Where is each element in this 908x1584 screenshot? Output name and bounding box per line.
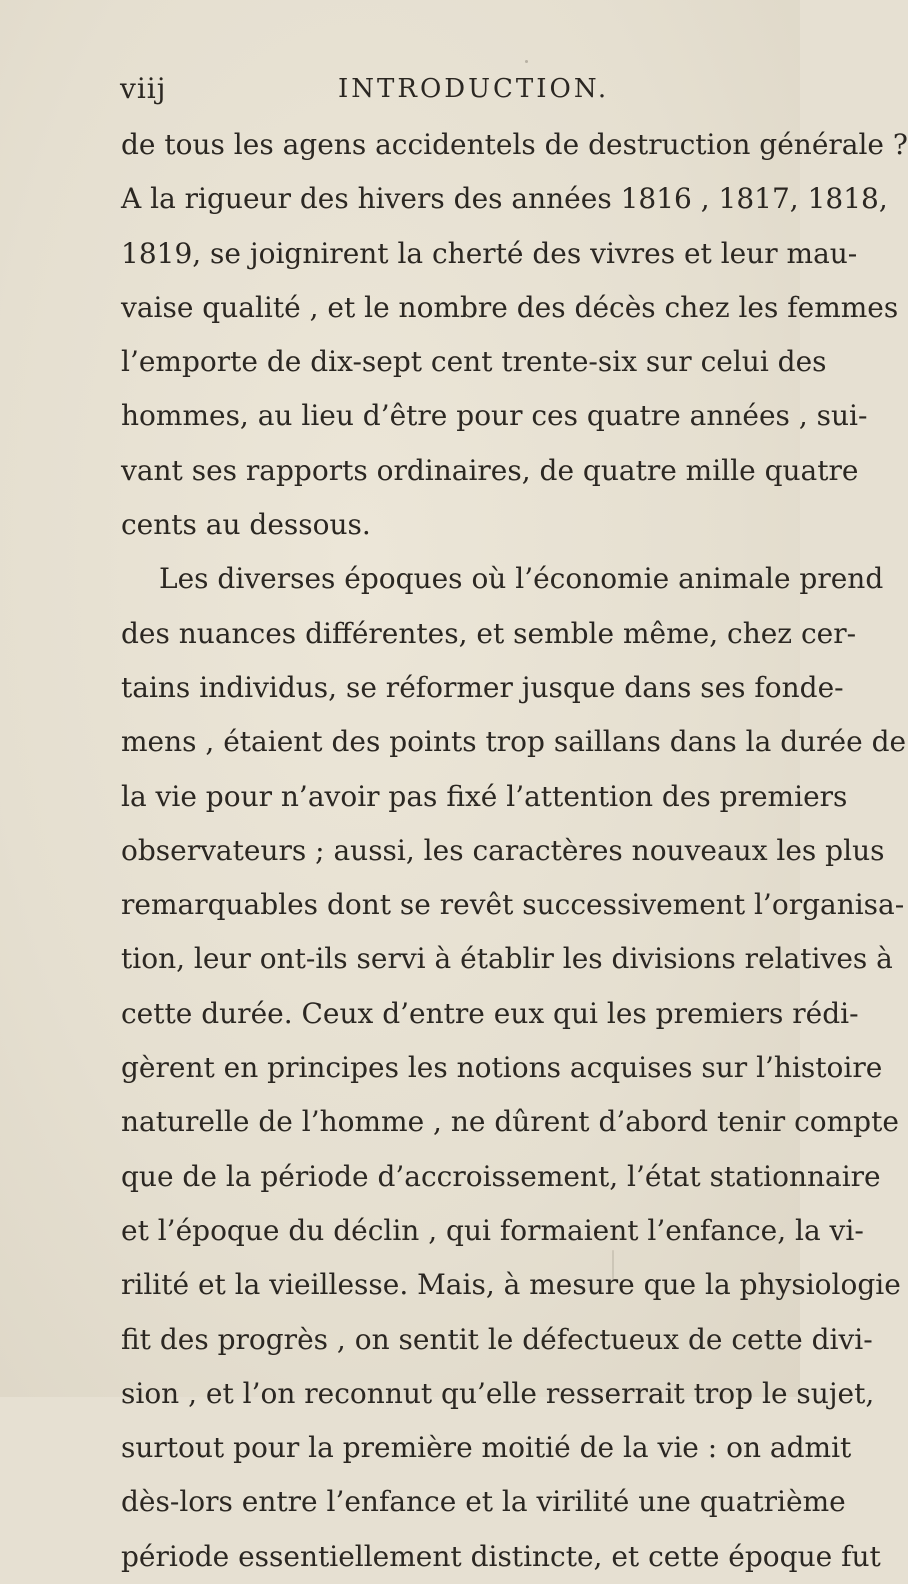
text-line: et l’époque du déclin , qui formaient l’enfance, la vi- — [121, 1213, 864, 1247]
text-line: hommes, au lieu d’être pour ces quatre années , sui- — [121, 399, 868, 433]
text-line: A la rigueur des hivers des années 1816 , 1817, 1818, — [121, 182, 888, 216]
text-line: remarquables dont se revêt successivement l’organisa- — [121, 888, 905, 922]
text-line: naturelle de l’homme , ne dûrent d’abord tenir compte — [121, 1105, 899, 1139]
text-line: 1819, se joignirent la cherté des vivres et leur mau- — [121, 236, 858, 270]
text-line: l’emporte de dix-sept cent trente-six sur celui des — [121, 345, 827, 379]
text-line: de tous les agens accidentels de destruction générale ? — [121, 128, 908, 161]
paper-speck — [525, 60, 528, 63]
text-line: des nuances différentes, et semble même, chez cer- — [121, 616, 857, 650]
body-text — [121, 118, 908, 1584]
page-header — [120, 72, 740, 112]
page-number: viij — [120, 72, 167, 105]
text-line: dès-lors entre l’enfance et la virilité une quatrième — [121, 1485, 846, 1519]
text-line: gèrent en principes les notions acquises sur l’histoire — [121, 1051, 883, 1085]
text-line: rilité et la vieillesse. Mais, à mesure que la physiologie — [121, 1268, 901, 1302]
text-line: que de la période d’accroissement, l’état stationnaire — [121, 1159, 881, 1193]
text-line-paragraph-end: cents au dessous. — [121, 508, 371, 542]
text-line: mens , étaient des points trop saillans dans la durée de — [121, 725, 907, 759]
paper-speck — [612, 1250, 614, 1280]
text-line: fit des progrès , on sentit le défectueux de cette divi- — [121, 1322, 873, 1356]
text-line: cette durée. Ceux d’entre eux qui les premiers rédi- — [121, 996, 859, 1030]
text-line: observateurs ; aussi, les caractères nouveaux les plus — [121, 833, 885, 867]
text-line: tion, leur ont-ils servi à établir les divisions relatives à — [121, 942, 893, 976]
text-line: période essentiellement distincte, et cette époque fut — [121, 1539, 881, 1573]
text-line: sion , et l’on reconnut qu’elle resserrait trop le sujet, — [121, 1376, 875, 1410]
text-line: vant ses rapports ordinaires, de quatre mille quatre — [121, 453, 859, 487]
text-line: surtout pour la première moitié de la vie : on admit — [121, 1431, 852, 1465]
text-line: tains individus, se réformer jusque dans ses fonde- — [121, 670, 844, 704]
text-line: la vie pour n’avoir pas fixé l’attention des premiers — [121, 779, 848, 813]
running-head: INTRODUCTION. — [338, 74, 610, 104]
text-line-paragraph-start: Les diverses époques où l’économie animale prend — [159, 562, 884, 596]
text-line: vaise qualité , et le nombre des décès chez les femmes — [121, 290, 899, 324]
